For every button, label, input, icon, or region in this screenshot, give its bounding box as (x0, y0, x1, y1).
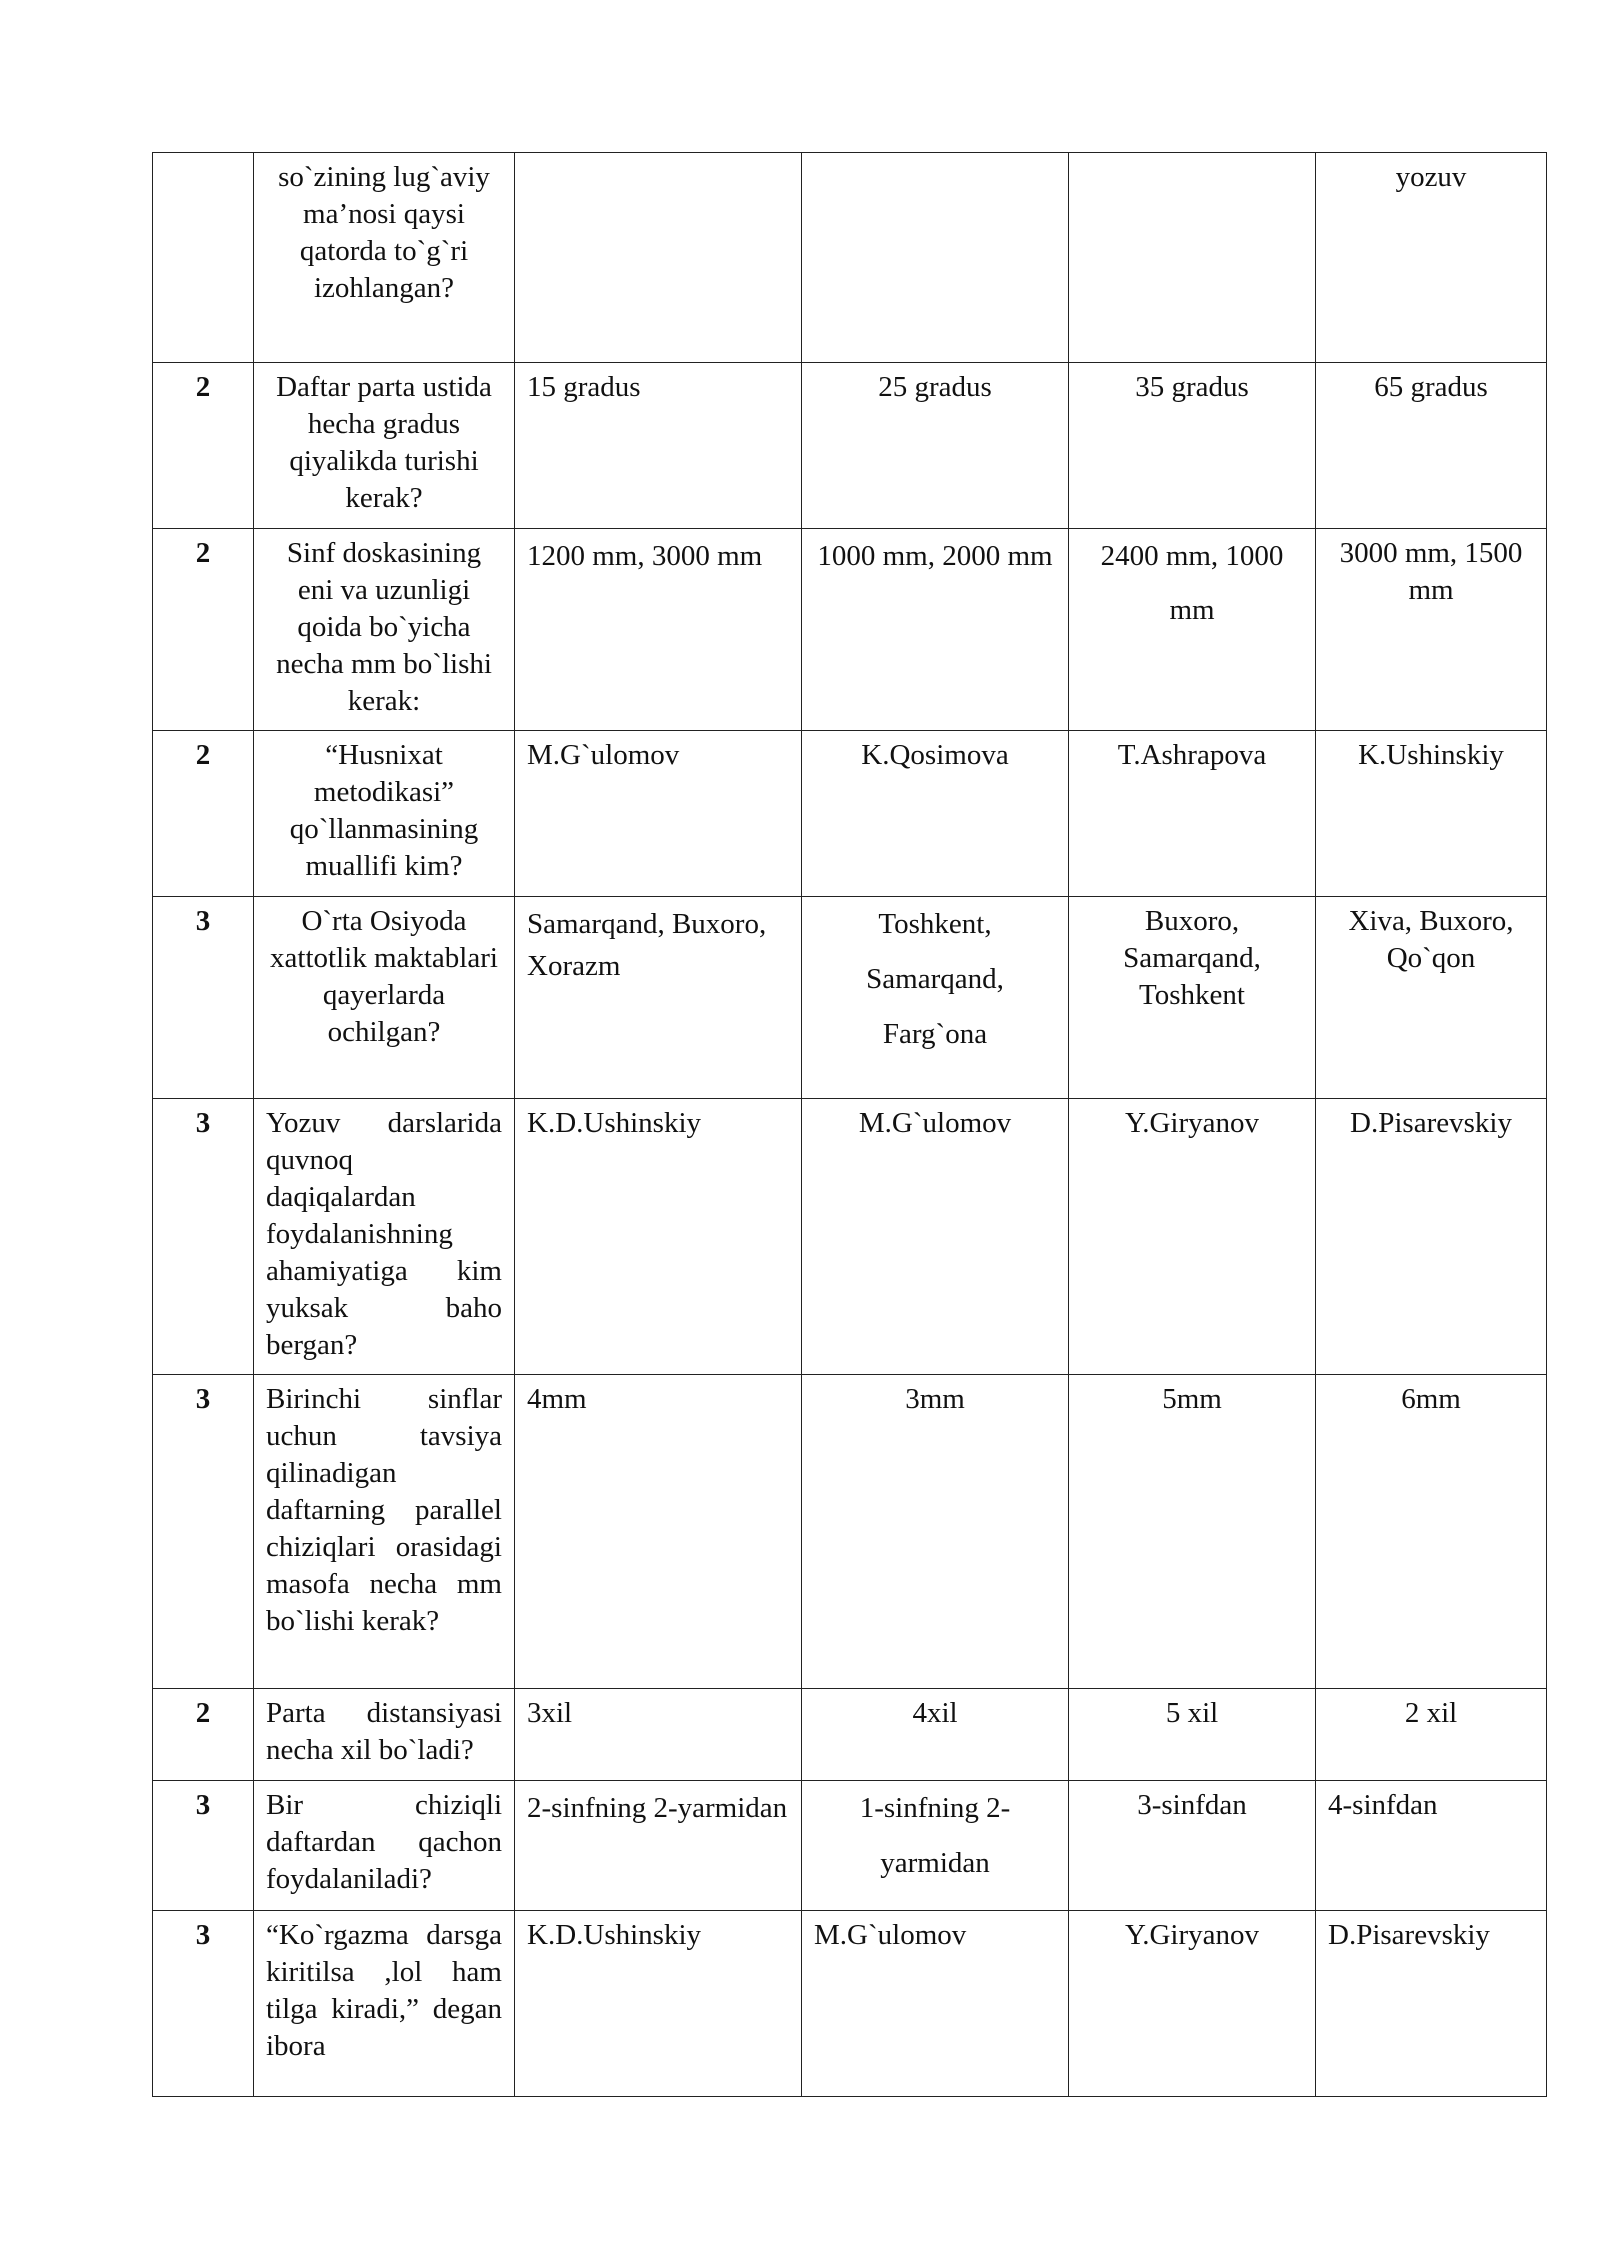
answer-d: 3000 mm, 1500 mm (1316, 529, 1547, 731)
table-row (153, 731, 1547, 897)
answer-a: K.D.Ushinskiy (515, 1911, 802, 2097)
answer-c: 5 xil (1069, 1689, 1316, 1781)
answer-b: Toshkent, Samarqand, Farg`ona (802, 897, 1069, 1099)
answer-a: 4mm (515, 1375, 802, 1689)
answer-a: K.D.Ushinskiy (515, 1099, 802, 1375)
answer-d: 6mm (1316, 1375, 1547, 1689)
answer-c: Y.Giryanov (1069, 1099, 1316, 1375)
difficulty-level: 2 (153, 1689, 254, 1781)
answer-b: 1000 mm, 2000 mm (802, 529, 1069, 731)
difficulty-level: 3 (153, 1099, 254, 1375)
table-row (153, 1911, 1547, 2097)
answer-b: 25 gradus (802, 363, 1069, 529)
table-row (153, 1099, 1547, 1375)
answer-a: 2-sinfning 2-yarmidan (515, 1781, 802, 1911)
answer-d: K.Ushinskiy (1316, 731, 1547, 897)
answer-a: M.G`ulomov (515, 731, 802, 897)
answer-b: K.Qosimova (802, 731, 1069, 897)
answer-b: M.G`ulomov (802, 1911, 1069, 2097)
question-text: so`zining lug`aviy ma’nosi qaysi qatorda to`g`ri izohlangan? (254, 153, 515, 363)
answer-d: 65 gradus (1316, 363, 1547, 529)
answer-b: 1-sinfning 2-yarmidan (802, 1781, 1069, 1911)
answer-c: Y.Giryanov (1069, 1911, 1316, 2097)
difficulty-level: 3 (153, 897, 254, 1099)
difficulty-level: 2 (153, 529, 254, 731)
question-text: “Husnixat metodikasi” qo`llanmasining muallifi kim? (254, 731, 515, 897)
difficulty-level: 3 (153, 1375, 254, 1689)
answer-d: Xiva, Buxoro, Qo`qon (1316, 897, 1547, 1099)
question-text: Birinchi sinflar uchun tavsiya qilinadigan daftarning parallel chiziqlari orasidagi masofa necha mm bo`lishi kerak? (254, 1375, 515, 1689)
answer-c (1069, 153, 1316, 363)
difficulty-level: 2 (153, 731, 254, 897)
difficulty-level: 2 (153, 363, 254, 529)
answer-d: D.Pisarevskiy (1316, 1099, 1547, 1375)
difficulty-level: 3 (153, 1781, 254, 1911)
questions-table (152, 152, 1547, 2097)
answer-c: 35 gradus (1069, 363, 1316, 529)
table-row (153, 1689, 1547, 1781)
answer-a: 3xil (515, 1689, 802, 1781)
answer-a: 1200 mm, 3000 mm (515, 529, 802, 731)
question-text: Daftar parta ustida hecha gradus qiyalikda turishi kerak? (254, 363, 515, 529)
answer-d: 2 xil (1316, 1689, 1547, 1781)
table-row (153, 897, 1547, 1099)
question-text: Yozuv darslarida quvnoq daqiqalardan foydalanishning ahamiyatiga kim yuksak baho bergan? (254, 1099, 515, 1375)
table-row (153, 1375, 1547, 1689)
table-row (153, 363, 1547, 529)
answer-c: 5mm (1069, 1375, 1316, 1689)
difficulty-level: 3 (153, 1911, 254, 2097)
answer-b: 4xil (802, 1689, 1069, 1781)
answer-d: D.Pisarevskiy (1316, 1911, 1547, 2097)
table-row (153, 529, 1547, 731)
question-text: O`rta Osiyoda xattotlik maktablari qayerlarda ochilgan? (254, 897, 515, 1099)
answer-a (515, 153, 802, 363)
answer-c: 2400 mm, 1000 mm (1069, 529, 1316, 731)
question-text: Parta distansiyasi necha xil bo`ladi? (254, 1689, 515, 1781)
answer-a: Samarqand, Buxoro, Xorazm (515, 897, 802, 1099)
question-text: “Ko`rgazma darsga kiritilsa ,lol ham tilga kiradi,” degan ibora (254, 1911, 515, 2097)
answer-d: 4-sinfdan (1316, 1781, 1547, 1911)
answer-c: Buxoro, Samarqand, Toshkent (1069, 897, 1316, 1099)
answer-c: 3-sinfdan (1069, 1781, 1316, 1911)
answer-c: T.Ashrapova (1069, 731, 1316, 897)
question-text: Bir chiziqli daftardan qachon foydalaniladi? (254, 1781, 515, 1911)
answer-b: 3mm (802, 1375, 1069, 1689)
table-row (153, 1781, 1547, 1911)
answer-b (802, 153, 1069, 363)
difficulty-level (153, 153, 254, 363)
answer-d: yozuv (1316, 153, 1547, 363)
question-text: Sinf doskasining eni va uzunligi qoida bo`yicha necha mm bo`lishi kerak: (254, 529, 515, 731)
answer-a: 15 gradus (515, 363, 802, 529)
answer-b: M.G`ulomov (802, 1099, 1069, 1375)
table-row (153, 153, 1547, 363)
